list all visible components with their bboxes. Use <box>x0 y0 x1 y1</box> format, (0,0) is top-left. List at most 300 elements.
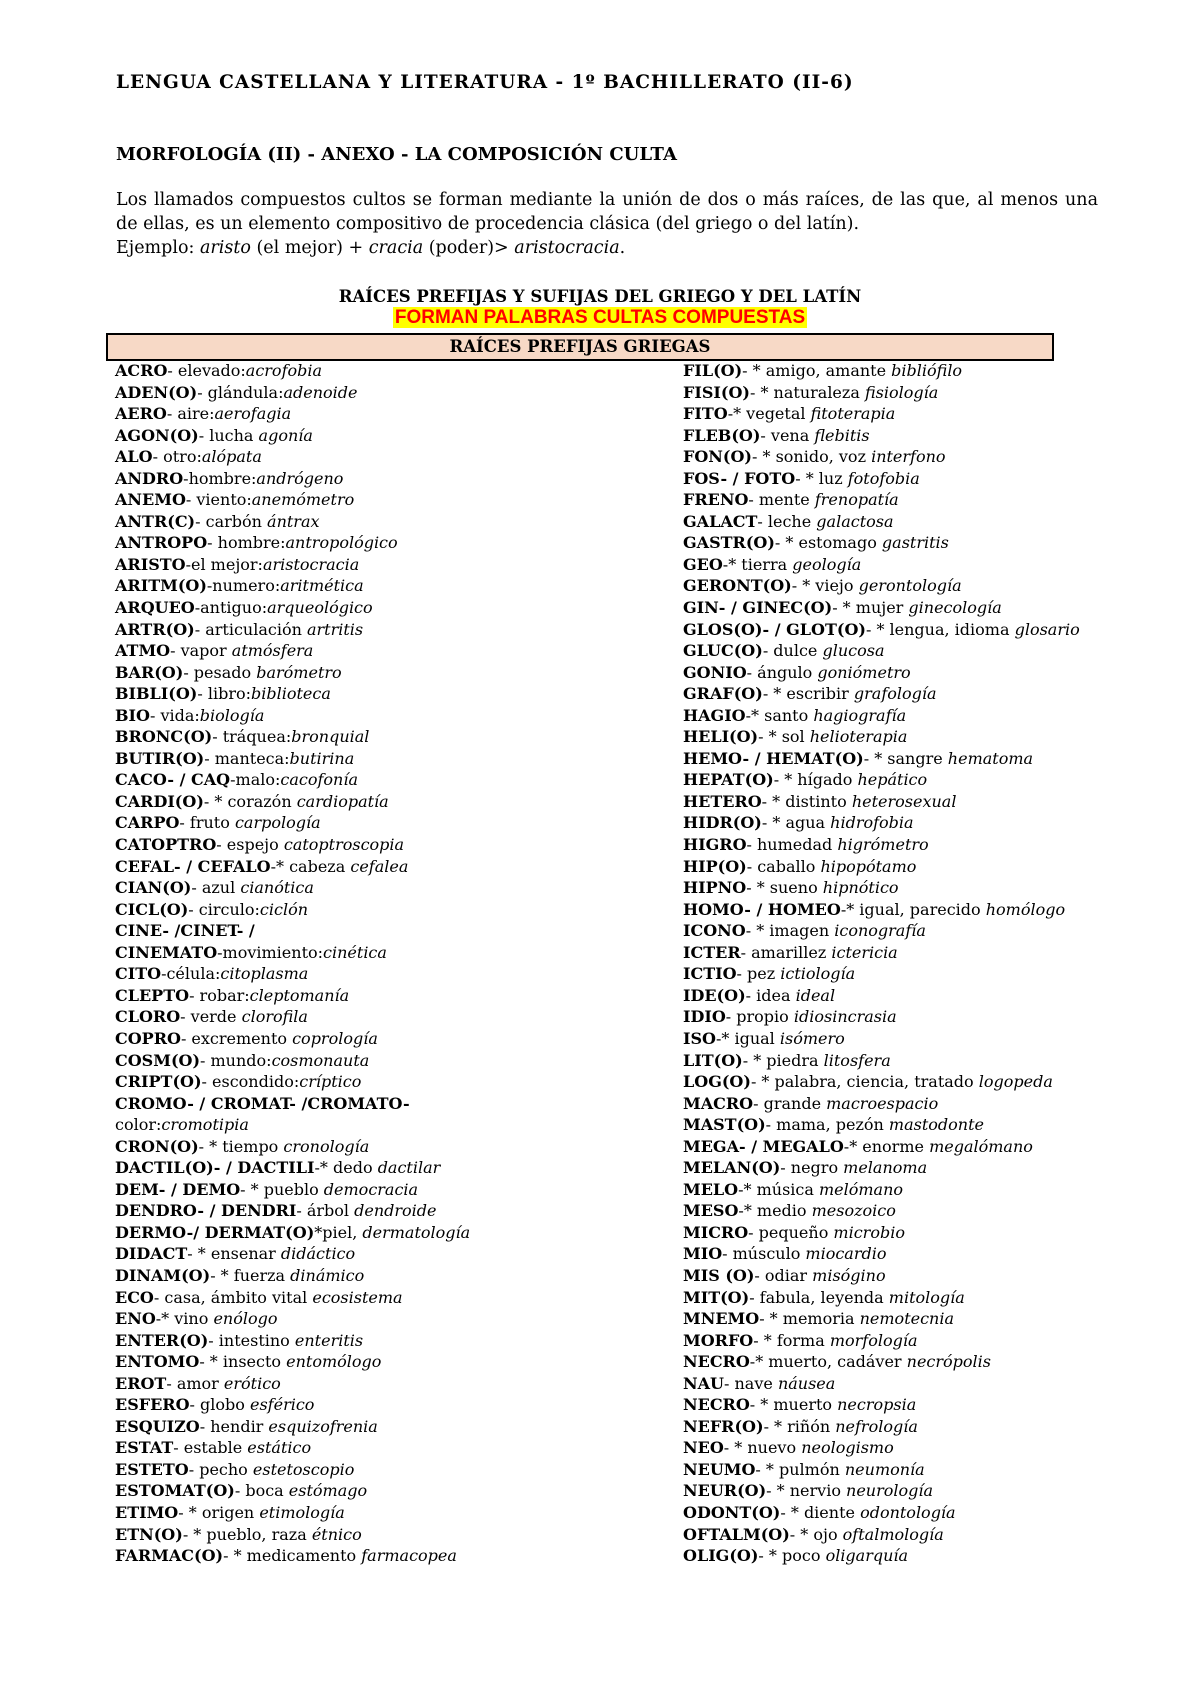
root-example: enólogo <box>213 1309 278 1329</box>
root-meaning: - hombre: <box>207 533 286 553</box>
root-meaning: - * ensenar <box>187 1244 281 1264</box>
root-example: acrofobia <box>245 361 323 380</box>
root-entry <box>115 619 655 641</box>
root-entry <box>115 489 655 511</box>
root-meaning: - * riñón <box>763 1416 836 1436</box>
root-example: oftalmología <box>842 1524 944 1544</box>
root-term: MIT(O) <box>683 1287 750 1307</box>
root-entry <box>683 1394 1123 1416</box>
root-term: CICL(O) <box>115 899 189 919</box>
root-entry <box>683 1502 1123 1524</box>
root-term: MIS (O) <box>683 1265 755 1285</box>
root-example: neurología <box>846 1481 934 1501</box>
root-meaning: - dulce <box>762 641 823 661</box>
root-entry <box>683 899 1123 921</box>
root-entry <box>115 748 655 770</box>
root-meaning: - * fuerza <box>210 1265 291 1285</box>
root-example: didáctico <box>280 1244 356 1264</box>
root-example: glucosa <box>822 641 885 661</box>
root-entry <box>115 468 655 490</box>
root-term: ICTIO <box>683 964 737 984</box>
root-entry <box>115 1545 655 1567</box>
root-meaning: - * luz <box>795 468 848 488</box>
root-entry <box>115 963 655 985</box>
root-term: ANEMO <box>115 490 186 510</box>
root-entry <box>683 662 1123 684</box>
root-meaning: - * palabra, ciencia, tratado <box>750 1072 979 1092</box>
root-example: misógino <box>812 1265 886 1285</box>
root-entry <box>115 1287 655 1309</box>
root-example: fitoterapia <box>810 404 896 424</box>
root-meaning: - * escribir <box>762 684 854 704</box>
root-term: GASTR(O) <box>683 533 775 553</box>
root-meaning: - articulación <box>194 619 307 639</box>
root-entry <box>115 1351 655 1373</box>
root-example: andrógeno <box>256 468 344 488</box>
root-entry <box>115 705 655 727</box>
root-meaning: - * naturaleza <box>749 382 865 402</box>
root-term: DENDRO- / DENDRI <box>115 1201 297 1221</box>
root-meaning: -numero: <box>206 576 281 596</box>
left-root-column <box>115 360 655 1567</box>
table-header: RAÍCES PREFIJAS GRIEGAS <box>106 333 1054 361</box>
root-entry <box>683 1028 1123 1050</box>
root-term: NEUMO <box>683 1459 756 1479</box>
root-entry <box>683 705 1123 727</box>
root-entry <box>683 403 1123 425</box>
root-entry <box>683 1330 1123 1352</box>
root-term: MORFO <box>683 1330 754 1350</box>
root-example: fotofobia <box>847 468 920 488</box>
root-term: GLUC(O) <box>683 641 763 661</box>
root-entry <box>115 877 655 899</box>
root-term: ECO <box>115 1287 154 1307</box>
root-meaning: - aire: <box>166 404 215 424</box>
root-entry <box>115 942 655 964</box>
root-entry <box>115 1502 655 1524</box>
root-entry <box>115 1437 655 1459</box>
root-meaning: - leche <box>757 511 817 531</box>
root-term: ICONO <box>683 921 746 941</box>
root-meaning: - * muerto <box>749 1395 838 1415</box>
root-meaning: - * origen <box>178 1502 260 1522</box>
root-example: interfono <box>871 447 946 467</box>
root-meaning: - * nuevo <box>723 1438 802 1458</box>
root-entry <box>683 511 1123 533</box>
root-example: aerofagia <box>214 404 292 424</box>
root-meaning: - * pueblo, raza <box>182 1524 312 1544</box>
root-meaning: - * viejo <box>791 576 859 596</box>
root-example: citoplasma <box>220 964 309 984</box>
root-meaning: -el mejor: <box>185 554 263 574</box>
intro-paragraph <box>116 188 1098 260</box>
root-entry <box>683 1222 1123 1244</box>
root-entry <box>683 834 1123 856</box>
root-entry <box>115 403 655 425</box>
root-meaning: - * medicamento <box>223 1546 362 1566</box>
root-example: gastritis <box>881 533 949 553</box>
root-example: clorofila <box>241 1007 308 1027</box>
root-entry <box>115 1373 655 1395</box>
root-entry <box>115 769 655 791</box>
root-term: ARQUEO <box>115 598 195 618</box>
root-meaning: - ángulo <box>746 662 818 682</box>
root-term: FITO <box>683 404 728 424</box>
root-entry <box>115 1480 655 1502</box>
root-entry <box>683 1373 1123 1395</box>
root-meaning: - * pueblo <box>240 1179 324 1199</box>
root-example: hepático <box>857 770 928 790</box>
root-term: NAU <box>683 1373 724 1393</box>
root-meaning: - * estomago <box>774 533 882 553</box>
root-meaning: - * pulmón <box>755 1459 845 1479</box>
root-entry <box>683 1308 1123 1330</box>
root-entry <box>683 1179 1123 1201</box>
root-term: GIN- / GINEC(O) <box>683 598 833 618</box>
root-entry <box>683 1459 1123 1481</box>
root-meaning: - * forma <box>753 1330 830 1350</box>
root-term: ESTOMAT(O) <box>115 1481 235 1501</box>
root-example: dinámico <box>290 1265 365 1285</box>
root-meaning: - propio <box>725 1007 794 1027</box>
root-meaning: - tráquea: <box>212 727 292 747</box>
root-entry <box>115 1524 655 1546</box>
root-term: CARPO <box>115 813 180 833</box>
root-meaning: - * corazón <box>203 791 297 811</box>
root-meaning: - * hígado <box>773 770 858 790</box>
root-entry <box>115 597 655 619</box>
root-term: HELI(O) <box>683 727 759 747</box>
root-example: cardiopatía <box>296 791 389 811</box>
root-entry <box>683 1243 1123 1265</box>
root-meaning: - verde <box>180 1007 242 1027</box>
root-entry <box>115 791 655 813</box>
root-example: oligarquía <box>825 1546 909 1566</box>
root-entry <box>115 1243 655 1265</box>
root-example: dendroide <box>354 1201 437 1221</box>
root-term: ESFERO <box>115 1395 190 1415</box>
root-term: HAGIO <box>683 705 746 725</box>
root-term: ADEN(O) <box>115 382 198 402</box>
root-term: FISI(O) <box>683 382 750 402</box>
root-entry <box>683 856 1123 878</box>
root-term: ANTROPO <box>115 533 208 553</box>
root-term: COPRO <box>115 1028 181 1048</box>
root-example: ántrax <box>267 511 320 531</box>
root-example: frenopatía <box>814 490 899 510</box>
root-term: BIBLI(O) <box>115 684 198 704</box>
root-meaning: - pecho <box>188 1459 253 1479</box>
root-entry <box>115 1459 655 1481</box>
root-meaning: - glándula: <box>197 382 284 402</box>
root-example: enteritis <box>294 1330 364 1350</box>
root-example: megalómano <box>929 1136 1033 1156</box>
root-entry <box>115 1222 655 1244</box>
root-term: ENTER(O) <box>115 1330 209 1350</box>
root-example: agonía <box>258 425 313 445</box>
root-term: CROMO- / CROMAT- /CROMATO- <box>115 1093 410 1113</box>
root-meaning: *piel, <box>314 1222 363 1242</box>
root-meaning: - otro: <box>152 447 202 467</box>
root-term: ETN(O) <box>115 1524 183 1544</box>
root-example: erótico <box>223 1373 281 1393</box>
root-meaning: - * agua <box>761 813 831 833</box>
root-term: FLEB(O) <box>683 425 761 445</box>
root-entry <box>683 1093 1123 1115</box>
root-term: ISO <box>683 1028 716 1048</box>
root-term: BIO <box>115 705 150 725</box>
root-term: EROT <box>115 1373 167 1393</box>
root-meaning: - pez <box>736 964 781 984</box>
root-example: heterosexual <box>851 791 957 811</box>
root-meaning: - * sangre <box>863 748 948 768</box>
root-meaning: - circulo: <box>188 899 260 919</box>
root-entry <box>115 1200 655 1222</box>
root-example: entomólogo <box>286 1352 382 1372</box>
root-example: ictiología <box>780 964 856 984</box>
root-entry <box>115 1136 655 1158</box>
example-period: . <box>619 238 626 258</box>
root-meaning: - negro <box>780 1158 844 1178</box>
root-example: microbio <box>833 1222 905 1242</box>
root-term: NEO <box>683 1438 724 1458</box>
root-entry <box>683 942 1123 964</box>
root-example: críptico <box>299 1072 362 1092</box>
root-example: aritmética <box>280 576 364 596</box>
root-term: CLEPTO <box>115 985 190 1005</box>
root-entry <box>115 812 655 834</box>
root-meaning: -* música <box>738 1179 819 1199</box>
root-entry <box>683 1071 1123 1093</box>
root-term: AERO <box>115 404 167 424</box>
root-example: hagiografía <box>813 705 907 725</box>
root-example: atmósfera <box>231 641 314 661</box>
root-meaning: - escondido: <box>201 1072 300 1092</box>
root-meaning: - pequeño <box>748 1222 834 1242</box>
root-meaning: - * insecto <box>199 1352 287 1372</box>
root-term: COSM(O) <box>115 1050 201 1070</box>
root-entry <box>683 1480 1123 1502</box>
root-example: arqueológico <box>267 598 373 618</box>
root-example: étnico <box>311 1524 362 1544</box>
root-term: CRON(O) <box>115 1136 199 1156</box>
section-subtitle-wrap <box>0 306 1200 329</box>
root-term: ENTOMO <box>115 1352 200 1372</box>
root-example: neumonía <box>844 1459 925 1479</box>
root-example: democracia <box>323 1179 419 1199</box>
root-entry <box>115 683 655 705</box>
root-example: adenoide <box>283 382 358 402</box>
root-meaning: -* vegetal <box>727 404 811 424</box>
root-entry <box>115 1394 655 1416</box>
root-term: GONIO <box>683 662 747 682</box>
root-entry <box>115 360 655 382</box>
root-term: ANDRO <box>115 468 184 488</box>
root-entry <box>115 1308 655 1330</box>
root-example: galactosa <box>816 511 894 531</box>
root-entry <box>115 920 655 942</box>
section-subtitle: FORMAN PALABRAS CULTAS COMPUESTAS <box>394 307 806 328</box>
root-term: MICRO <box>683 1222 749 1242</box>
root-term: ARITM(O) <box>115 576 207 596</box>
root-entry <box>115 1093 655 1115</box>
root-meaning: - * imagen <box>745 921 835 941</box>
root-example: anemómetro <box>251 490 355 510</box>
root-entry <box>683 769 1123 791</box>
root-meaning: - fabula, leyenda <box>749 1287 889 1307</box>
root-example: grafología <box>853 684 937 704</box>
root-entry <box>115 1265 655 1287</box>
root-meaning: - libro: <box>197 684 251 704</box>
root-example: barómetro <box>256 662 342 682</box>
root-entry <box>683 619 1123 641</box>
example-gloss-a: (el mejor) + <box>250 238 369 258</box>
root-term: ALO <box>115 447 153 467</box>
root-example: helioterapia <box>809 727 908 747</box>
root-meaning: - espejo <box>216 835 284 855</box>
example-gloss-b: (poder)> <box>423 238 515 258</box>
root-term: OLIG(O) <box>683 1546 759 1566</box>
root-term: HIP(O) <box>683 856 747 876</box>
root-term: DACTIL(O)- / DACTILI <box>115 1158 315 1178</box>
root-example: hematoma <box>947 748 1034 768</box>
root-meaning: -* muerto, cadáver <box>749 1352 907 1372</box>
root-example: etimología <box>259 1502 345 1522</box>
root-example: hidrofobia <box>830 813 914 833</box>
root-entry <box>683 1287 1123 1309</box>
root-meaning: - árbol <box>296 1201 355 1221</box>
root-term: DIDACT <box>115 1244 188 1264</box>
root-term: MESO <box>683 1201 739 1221</box>
root-example: geología <box>792 554 862 574</box>
root-example: isómero <box>779 1028 845 1048</box>
root-term: CACO- / CAQ <box>115 770 231 790</box>
root-meaning: - pesado <box>183 662 257 682</box>
root-meaning: - lucha <box>198 425 259 445</box>
root-example: homólogo <box>985 899 1066 919</box>
root-entry <box>683 382 1123 404</box>
root-example: cronología <box>283 1136 370 1156</box>
root-term: NECRO <box>683 1395 750 1415</box>
root-term: CEFAL- / CEFALO <box>115 856 271 876</box>
root-term: MELO <box>683 1179 739 1199</box>
root-meaning: - * sonido, voz <box>752 447 872 467</box>
root-example: hipnótico <box>822 878 899 898</box>
root-entry <box>683 1006 1123 1028</box>
root-example: cosmonauta <box>271 1050 370 1070</box>
root-term: ICTER <box>683 942 741 962</box>
root-example: dactilar <box>377 1158 441 1178</box>
root-term: CATOPTRO <box>115 835 217 855</box>
root-meaning: - carbón <box>195 511 268 531</box>
root-entry <box>115 1157 655 1179</box>
root-entry <box>115 856 655 878</box>
root-term: NEUR(O) <box>683 1481 767 1501</box>
root-entry <box>115 575 655 597</box>
root-entry <box>683 1416 1123 1438</box>
root-example: ecosistema <box>312 1287 403 1307</box>
root-entry <box>683 985 1123 1007</box>
root-term: FARMAC(O) <box>115 1546 224 1566</box>
root-example: carpología <box>234 813 321 833</box>
root-meaning: - manteca: <box>204 748 290 768</box>
root-example: nefrología <box>835 1416 918 1436</box>
root-entry <box>115 1050 655 1072</box>
root-term: HETERO <box>683 791 762 811</box>
root-term: FRENO <box>683 490 749 510</box>
root-example: mastodonte <box>888 1115 984 1135</box>
root-term: ODONT(O) <box>683 1502 781 1522</box>
root-term: FON(O) <box>683 447 752 467</box>
root-example: fisiología <box>864 382 939 402</box>
root-term: BAR(O) <box>115 662 184 682</box>
root-meaning: - fruto <box>179 813 235 833</box>
root-meaning: - * tiempo <box>198 1136 284 1156</box>
root-entry <box>683 425 1123 447</box>
root-example: morfología <box>829 1330 918 1350</box>
root-entry <box>683 1200 1123 1222</box>
root-meaning: - excremento <box>180 1028 293 1048</box>
root-term: LOG(O) <box>683 1072 751 1092</box>
root-meaning: - hendir <box>199 1416 269 1436</box>
root-term: IDE(O) <box>683 985 746 1005</box>
root-term: BRONC(O) <box>115 727 213 747</box>
root-example: estático <box>247 1438 312 1458</box>
root-entry <box>683 791 1123 813</box>
root-entry <box>683 683 1123 705</box>
root-meaning: - nave <box>724 1373 778 1393</box>
root-example: ciclón <box>259 899 308 919</box>
root-meaning: - * lengua, idioma <box>865 619 1015 639</box>
root-example: nemotecnia <box>859 1309 955 1329</box>
root-example: cianótica <box>240 878 314 898</box>
root-entry <box>115 726 655 748</box>
root-example: idiosincrasia <box>793 1007 897 1027</box>
root-example: logopeda <box>978 1072 1053 1092</box>
root-meaning: - viento: <box>185 490 252 510</box>
root-term: ARISTO <box>115 554 186 574</box>
root-entry <box>683 920 1123 942</box>
example-root-b: cracia <box>368 238 424 258</box>
root-entry <box>683 1265 1123 1287</box>
right-root-column <box>683 360 1123 1567</box>
root-entry <box>683 726 1123 748</box>
root-entry <box>683 1524 1123 1546</box>
root-example: biblioteca <box>250 684 331 704</box>
root-meaning: - elevado: <box>167 361 246 380</box>
root-term: NEFR(O) <box>683 1416 764 1436</box>
root-meaning: - * diente <box>780 1502 861 1522</box>
root-example: ictericia <box>831 942 898 962</box>
root-term: LIT(O) <box>683 1050 743 1070</box>
root-meaning: -* igual <box>715 1028 780 1048</box>
root-entry <box>683 1157 1123 1179</box>
root-meaning: - * distinto <box>761 791 852 811</box>
root-term: GLOS(O)- / GLOT(O) <box>683 619 866 639</box>
root-term: MNEMO <box>683 1309 760 1329</box>
root-example: aristocracia <box>262 554 360 574</box>
root-term: CITO <box>115 964 162 984</box>
root-example: ginecología <box>908 598 1002 618</box>
root-term: ATMO <box>115 641 171 661</box>
root-term: HIPNO <box>683 878 747 898</box>
root-meaning: - caballo <box>746 856 821 876</box>
root-example: iconografía <box>834 921 926 941</box>
root-example: necropsia <box>837 1395 917 1415</box>
root-example: esférico <box>250 1395 315 1415</box>
root-meaning: -célula: <box>161 964 221 984</box>
root-term: MIO <box>683 1244 723 1264</box>
